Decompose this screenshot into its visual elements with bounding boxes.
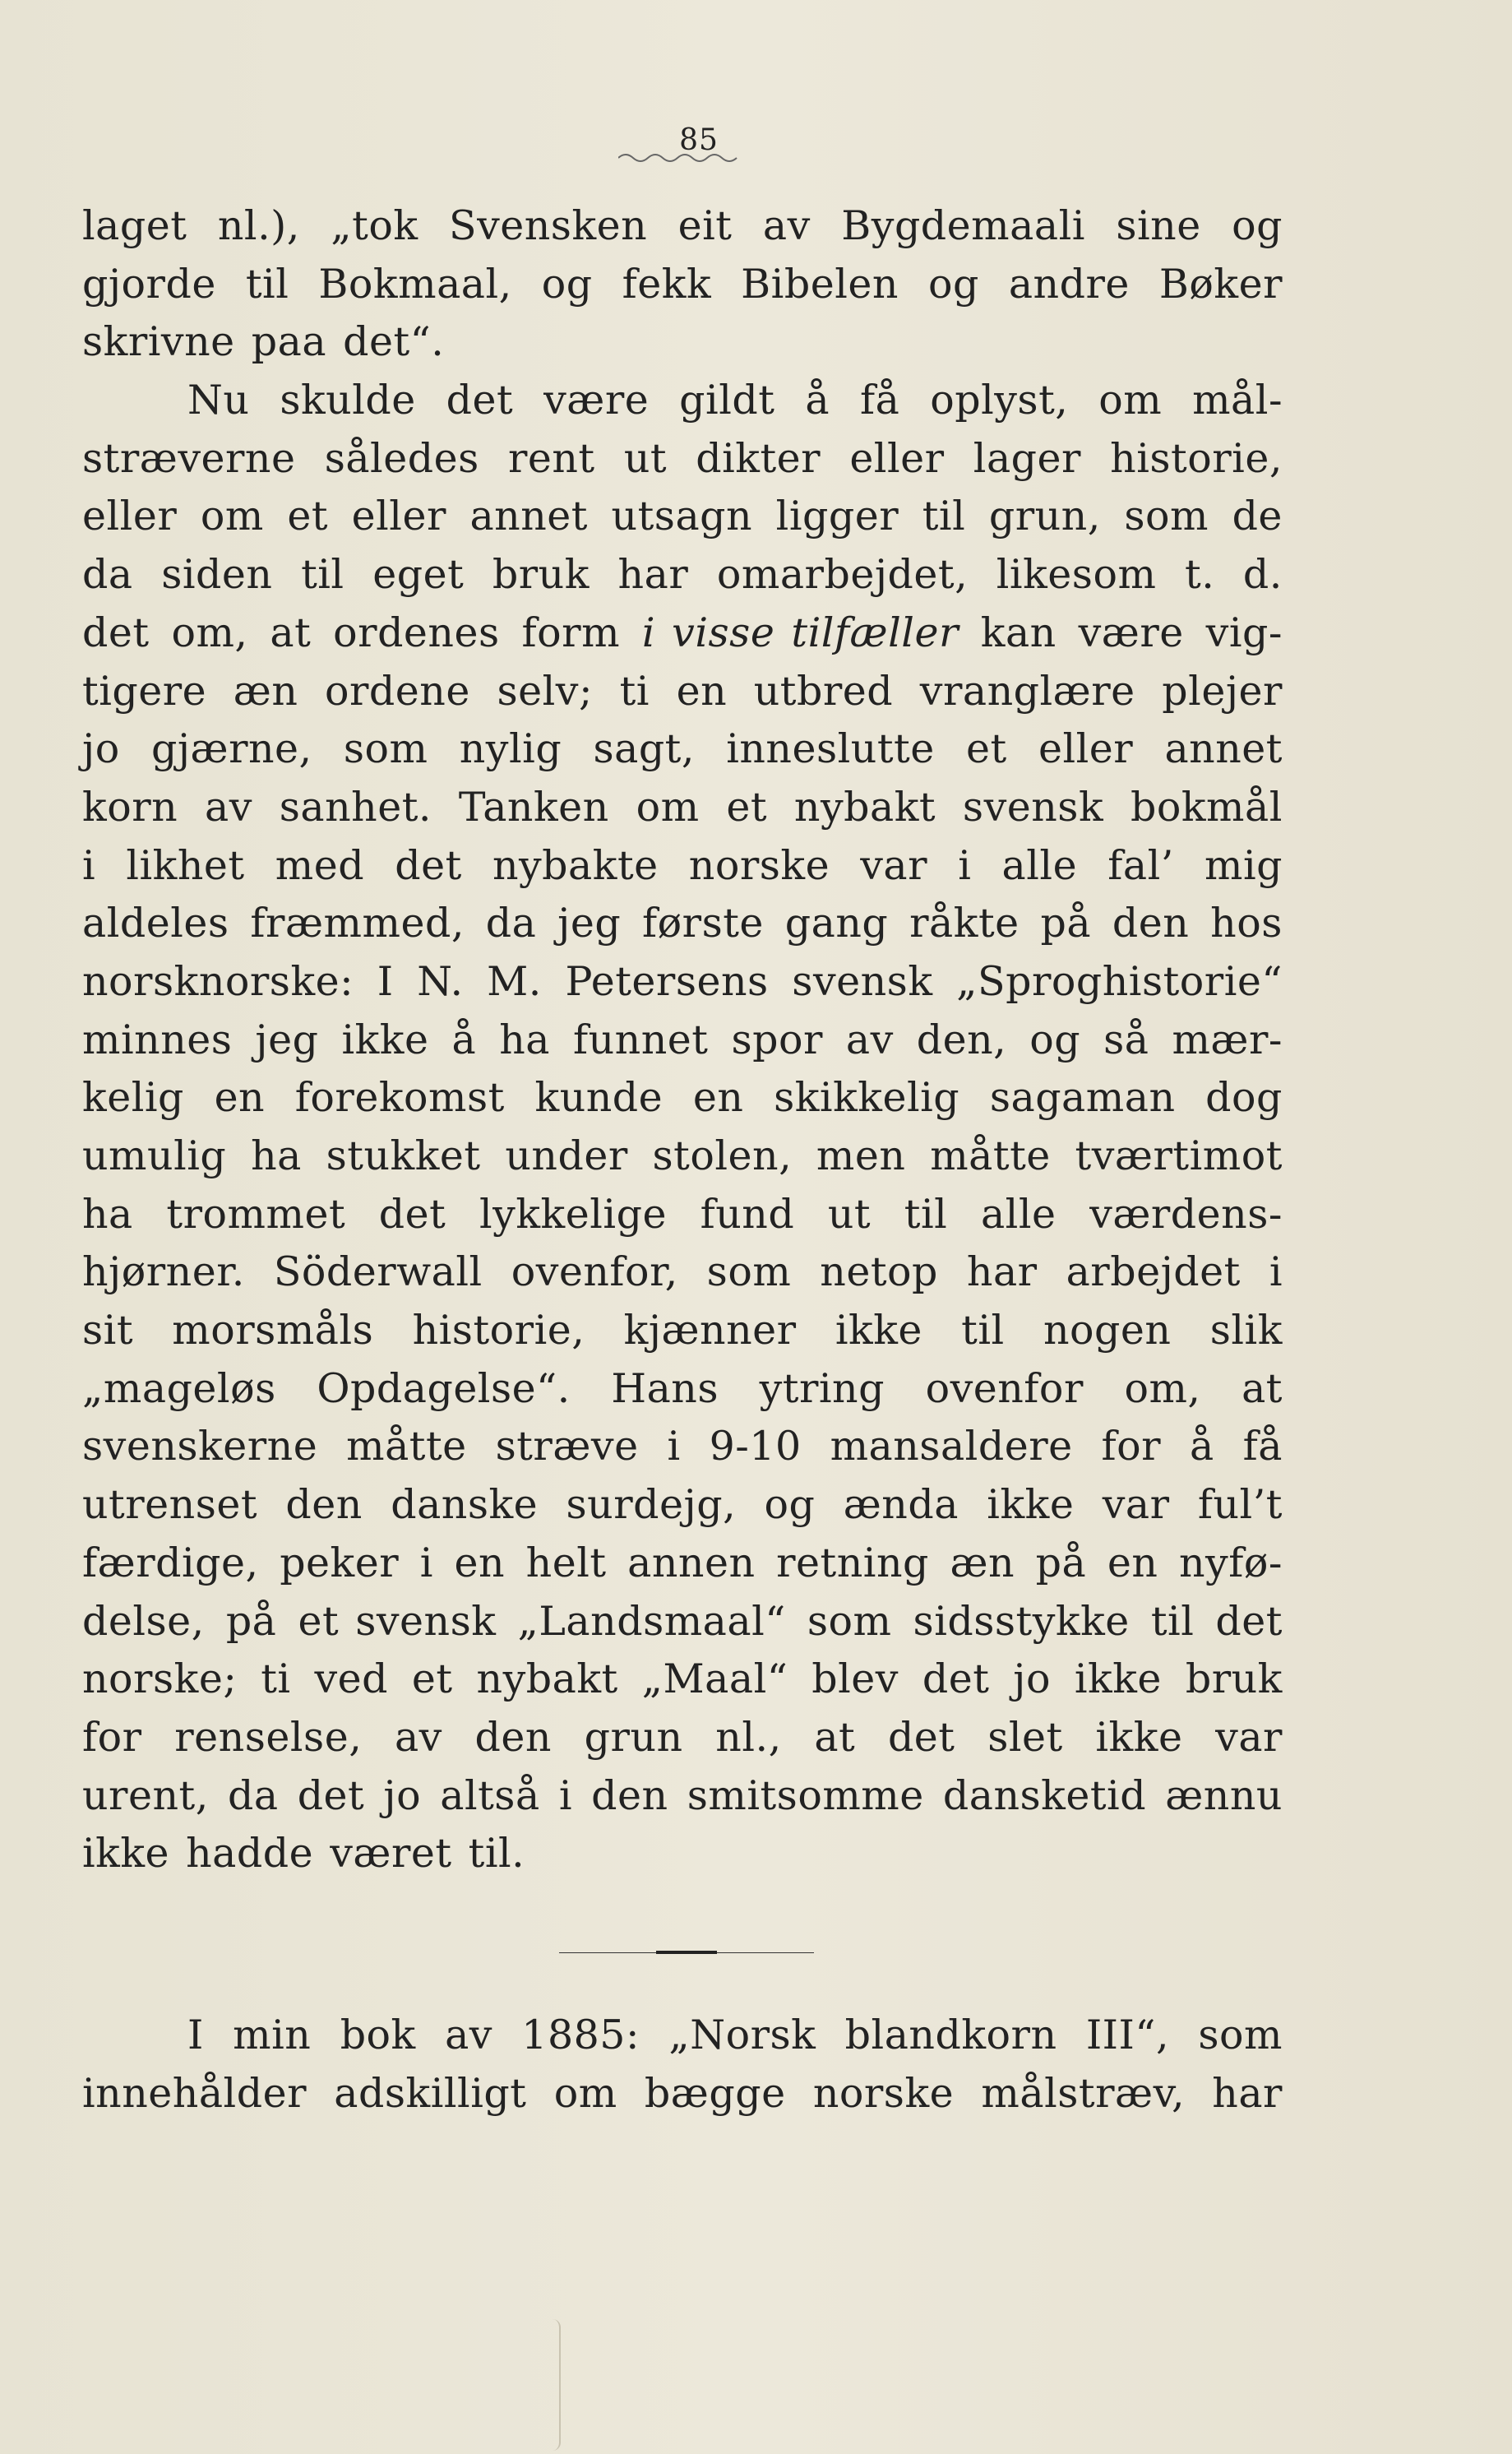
- page-number-ornament: [618, 150, 742, 166]
- page-number: 85: [679, 123, 719, 157]
- text-line-6: eller om et eller annet utsagn ligger til grun, som de: [82, 493, 1283, 540]
- text-line-17: umulig ha stukket under stolen, men måtte tværtimot: [82, 1132, 1283, 1179]
- second-line-1: I min bok av 1885: „Norsk blandkorn III“, som: [187, 2012, 1283, 2058]
- text-line-9: tigere æn ordene selv; ti en utbred vranglære plejer: [82, 667, 1283, 715]
- text-line-28: urent, da det jo altså i den smitsomme dansketid ænnu: [82, 1771, 1283, 1819]
- text-line-24: færdige, peker i en helt annen retning æn på en nyfø-: [82, 1539, 1283, 1586]
- text-line-21: „mageløs Opdagelse“. Hans ytring ovenfor om, at: [82, 1364, 1283, 1412]
- text-line-26: norske; ti ved et nybakt „Maal“ blev det jo ikke bruk: [82, 1655, 1283, 1703]
- text-line-2: gjorde til Bokmaal, og fekk Bibelen og andre Bøker: [82, 260, 1283, 308]
- text-line-12: i likhet med det nybakte norske var i alle fal’ mig: [82, 841, 1283, 889]
- text-line-29: ikke hadde været til.: [82, 1830, 525, 1878]
- text-line-19: hjørner. Söderwall ovenfor, som netop har arbejdet i: [82, 1248, 1283, 1296]
- text-line-15: minnes jeg ikke å ha funnet spor av den, og så mær-: [82, 1016, 1283, 1063]
- text-line-8: det om, at ordenes form i visse tilfæller kan være vig-: [82, 604, 1283, 663]
- text-line-1: laget nl.), „tok Svensken eit av Bygdemaali sine og: [82, 202, 1283, 249]
- text-line-4: Nu skulde det være gildt å få oplyst, om mål-: [187, 377, 1283, 424]
- page-fold-mark: [543, 2319, 561, 2451]
- second-paragraph: [82, 2007, 1283, 2123]
- text-line-18: ha trommet det lykkelige fund ut til alle værdens-: [82, 1190, 1283, 1238]
- text-line-25: delse, på et svensk „Landsmaal“ som sidsstykke til det: [82, 1597, 1283, 1645]
- section-divider: [559, 1951, 814, 1954]
- text-line-27: for renselse, av den grun nl., at det slet ikke var: [82, 1713, 1283, 1761]
- text-line-11: korn av sanhet. Tanken om et nybakt svensk bokmål: [82, 783, 1283, 831]
- text-line-10: jo gjærne, som nylig sagt, inneslutte et eller annet: [82, 725, 1283, 773]
- text-line-5: stræverne således rent ut dikter eller lager historie,: [82, 434, 1283, 482]
- text-line-7: da siden til eget bruk har omarbejdet, likesom t. d.: [82, 551, 1283, 599]
- text-line-20: sit morsmåls historie, kjænner ikke til nogen slik: [82, 1307, 1283, 1354]
- text-line-23: utrenset den danske surdejg, og ænda ikke var ful’t: [82, 1481, 1283, 1529]
- text-line-13: aldeles fræmmed, da jeg første gang råkte på den hos: [82, 900, 1283, 947]
- text-line-16: kelig en forekomst kunde en skikkelig sagaman dog: [82, 1074, 1283, 1122]
- text-line-14: norsknorske: I N. M. Petersens svensk „Sproghistorie“: [82, 957, 1283, 1005]
- text-line-22: svenskerne måtte stræve i 9-10 mansaldere for å få: [82, 1423, 1283, 1470]
- main-text: [82, 197, 1283, 1883]
- italic-phrase: i visse tilfæller: [641, 609, 959, 656]
- text-line-3: skrivne paa det“.: [82, 318, 445, 366]
- second-line-2: innehålder adskilligt om bægge norske målstræv, har: [82, 2069, 1283, 2117]
